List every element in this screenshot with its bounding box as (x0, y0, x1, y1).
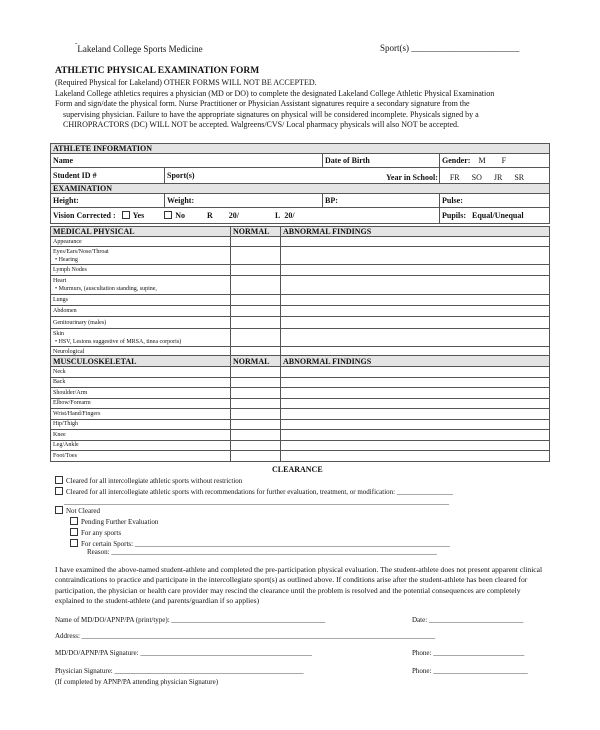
date-field[interactable]: Date: ___________________________ (412, 616, 524, 624)
abnormal-cell[interactable] (281, 329, 550, 347)
abnormal-heading: ABNORMAL FINDINGS (281, 227, 550, 237)
dob-field[interactable] (323, 154, 440, 168)
normal-heading: NORMAL (231, 227, 281, 237)
abnormal-cell[interactable] (281, 265, 550, 276)
height-field[interactable] (51, 194, 165, 208)
msk-row: Hip/Thigh (51, 419, 231, 430)
pulse-field[interactable] (440, 194, 550, 208)
pulse-label: Pulse: (442, 196, 463, 205)
msk-row: Foot/Toes (51, 451, 231, 462)
abnormal-cell[interactable] (281, 317, 550, 329)
clearance-title: CLEARANCE (272, 465, 323, 474)
dob-label: Date of Birth (325, 156, 370, 165)
gender-label: Gender: (442, 156, 471, 165)
abnormal-cell[interactable] (281, 398, 550, 409)
abnormal-cell[interactable] (281, 295, 550, 306)
yes-label: Yes (132, 211, 145, 220)
msk-row: Back (51, 377, 231, 388)
sports-label: Sport(s) (167, 171, 195, 180)
athlete-info-heading: ATHLETE INFORMATION (51, 144, 550, 154)
abnormal-cell[interactable] (281, 276, 550, 295)
musculoskeletal-table (50, 355, 550, 462)
year-so[interactable]: SO (471, 173, 482, 182)
pending-option[interactable] (70, 517, 158, 526)
year-sr[interactable]: SR (514, 173, 525, 182)
pupils-label: Pupils: (442, 211, 467, 220)
recommendation-line[interactable]: ______________________________________________________________________________________________________________ (64, 498, 449, 506)
msk-row: Elbow/Forearm (51, 398, 231, 409)
medical-row (51, 265, 231, 276)
option-label: Not Cleared (66, 507, 101, 515)
left-eye-value[interactable]: 20/ (284, 211, 295, 220)
option-label: For any sports (81, 529, 122, 537)
intro-line: Form and sign/date the physical form. Nurse Practitioner or Physician Assistant signatures require a secondary signature from the (55, 99, 470, 108)
row-label: Genitourinary (males) (53, 319, 107, 326)
year-in-school (386, 173, 524, 182)
certain-sports-option[interactable] (70, 539, 450, 548)
address-field[interactable]: Address: _____________________________________________________________________________________________________ (55, 632, 436, 640)
normal-cell[interactable] (231, 419, 281, 430)
normal-cell[interactable] (231, 329, 281, 347)
normal-cell[interactable] (231, 237, 281, 247)
medical-row (51, 306, 231, 317)
medical-heading: MEDICAL PHYSICAL (51, 227, 231, 237)
abnormal-cell[interactable] (281, 419, 550, 430)
left-eye-label: L (275, 211, 281, 220)
medical-row (51, 317, 231, 329)
checkbox[interactable] (55, 506, 63, 514)
name-of-provider-field[interactable]: Name of MD/DO/APNP/PA (print/type): ____________________________________________ (55, 616, 326, 624)
row-sublabel: • Hearing (55, 256, 78, 263)
abnormal-cell[interactable] (281, 367, 550, 378)
row-label: Heart (53, 278, 67, 284)
msk-row: Neck (51, 367, 231, 378)
student-id-field[interactable] (51, 168, 165, 184)
checkbox[interactable] (70, 517, 78, 525)
signature-note: (If completed by APNP/PA attending physician Signature) (55, 678, 219, 686)
phone-field-2[interactable]: Phone: ___________________________ (412, 667, 528, 675)
org-name: ˜Lakeland College Sports Medicine (75, 42, 203, 54)
any-sports-option[interactable] (70, 528, 121, 537)
intro-line: Lakeland College athletics requires a physician (MD or DO) to complete the designated Lakeland College Athletic Physical Examination (55, 88, 495, 98)
pupils-field[interactable] (440, 208, 550, 224)
intro-line: supervising physician. Failure to have the appropriate signatures on physical will be considered incomplete. Physicals signed by a (63, 109, 479, 119)
year-label: Year in School: (386, 173, 438, 182)
provider-signature-field[interactable]: MD/DO/APNP/PA Signature: _________________________________________________ (55, 649, 312, 657)
athlete-info-table (50, 143, 550, 224)
normal-cell[interactable] (231, 430, 281, 441)
normal-cell[interactable] (231, 451, 281, 462)
msk-row: Knee (51, 430, 231, 441)
abnormal-cell[interactable] (281, 388, 550, 399)
normal-cell[interactable] (231, 265, 281, 276)
name-field[interactable] (51, 154, 323, 168)
normal-cell[interactable] (231, 377, 281, 388)
intro-line: (Required Physical for Lakeland) OTHER FORMS WILL NOT BE ACCEPTED. (55, 78, 317, 87)
msk-heading: MUSCULOSKELETAL (51, 356, 231, 367)
normal-cell[interactable] (231, 306, 281, 317)
right-eye-value[interactable]: 20/ (228, 211, 240, 220)
gender-field[interactable] (440, 154, 550, 168)
bp-label: BP: (325, 196, 338, 205)
sport-field[interactable]: Sport(s) ________________________ (380, 43, 520, 53)
gender-f[interactable]: F (501, 156, 507, 165)
no-checkbox[interactable] (164, 211, 172, 219)
normal-cell[interactable] (231, 398, 281, 409)
row-label: Abdomen (53, 308, 77, 314)
row-label: Neurological (53, 348, 85, 355)
clearance-option-3[interactable] (55, 506, 100, 515)
row-label: Appearance (53, 238, 82, 245)
abnormal-cell[interactable] (281, 237, 550, 247)
abnormal-cell[interactable] (281, 409, 550, 420)
phone-field[interactable]: Phone: __________________________ (412, 649, 525, 657)
msk-row: Shoulder/Arm (51, 388, 231, 399)
normal-cell[interactable] (231, 295, 281, 306)
medical-row (51, 237, 231, 247)
abnormal-cell[interactable] (281, 247, 550, 265)
weight-label: Weight: (167, 196, 195, 205)
row-sublabel: • Murmurs, (auscultation standing, supine, (55, 286, 157, 292)
student-id-label: Student ID # (53, 171, 97, 180)
abnormal-cell[interactable] (281, 430, 550, 441)
year-jr[interactable]: JR (493, 173, 503, 182)
normal-cell[interactable] (231, 247, 281, 265)
abnormal-cell[interactable] (281, 377, 550, 388)
form-title: ATHLETIC PHYSICAL EXAMINATION FORM (55, 66, 260, 76)
checkbox[interactable] (70, 528, 78, 536)
normal-cell[interactable] (231, 440, 281, 451)
gender-m[interactable]: M (478, 156, 486, 165)
medical-row (51, 329, 231, 347)
row-label: Lungs (53, 297, 68, 303)
row-label: Eyes/Ears/Nose/Throat (53, 248, 109, 255)
checkbox[interactable] (55, 487, 63, 495)
row-sublabel: • HSV, Lesions suggestive of MRSA, tinea corporis) (55, 338, 182, 345)
abnormal-heading: ABNORMAL FINDINGS (281, 356, 550, 367)
option-label: Cleared for all intercollegiate athletic sports with recommendations for further evaluation, treatment, or modification: ________________ (66, 488, 453, 496)
row-label: Skin (53, 330, 65, 337)
exam-heading: EXAMINATION (51, 184, 550, 194)
abnormal-cell[interactable] (281, 451, 550, 462)
medical-row (51, 247, 231, 265)
name-label: Name (53, 156, 73, 165)
weight-field[interactable] (165, 194, 323, 208)
normal-cell[interactable] (231, 409, 281, 420)
msk-row: Leg/Ankle (51, 440, 231, 451)
medical-row (51, 276, 231, 295)
normal-cell[interactable] (231, 276, 281, 295)
reason-field[interactable]: Reason: _____________________________________________________________________________________________ (87, 548, 437, 556)
option-label: For certain Sports: __________________________________________________________________________________________ (81, 540, 450, 548)
attestation-text: I have examined the above-named student-athlete and completed the pre-participation physical evaluation. The student-athlete does not present apparent clinical contraindications to practice and participate in the intercollegiate sport(s) as outlined above. If conditions arise after the student-athlete has been cleared for participation, the physician or health care provider may rescind the clearance until the problem is resolved and the potential consequences are completely explained to the student-athlete (and parents/guardian if so applies) (55, 565, 543, 605)
intro-line: CHIROPRACTORS (DC) WILL NOT be accepted. Walgreens/CVS/ Local pharmacy physicals will also NOT be accepted. (63, 120, 460, 129)
abnormal-cell[interactable] (281, 306, 550, 317)
vision-field[interactable] (51, 208, 440, 224)
option-label: Cleared for all intercollegiate athletic sports without restriction (66, 477, 243, 485)
medical-row (51, 295, 231, 306)
abnormal-cell[interactable] (281, 440, 550, 451)
normal-cell[interactable] (231, 317, 281, 329)
bp-field[interactable] (323, 194, 440, 208)
msk-row: Wrist/Hand/Fingers (51, 409, 231, 420)
physician-signature-field[interactable]: Physician Signature: ______________________________________________________ (55, 667, 304, 675)
option-label: Pending Further Evaluation (81, 518, 159, 526)
checkbox[interactable] (70, 539, 78, 547)
normal-heading: NORMAL (231, 356, 281, 367)
right-eye-label: R (207, 211, 213, 220)
pupils-value: Equal/Unequal (472, 211, 524, 220)
normal-cell[interactable] (231, 388, 281, 399)
year-fr[interactable]: FR (449, 173, 460, 182)
no-label: No (175, 211, 185, 220)
medical-physical-table (50, 226, 550, 357)
clearance-option-2[interactable] (55, 487, 453, 496)
clearance-option-1[interactable] (55, 476, 242, 485)
normal-cell[interactable] (231, 367, 281, 378)
yes-checkbox[interactable] (122, 211, 130, 219)
checkbox[interactable] (55, 476, 63, 484)
row-label: Lymph Nodes (53, 267, 87, 273)
height-label: Height: (53, 196, 79, 205)
vision-label: Vision Corrected : (53, 211, 116, 220)
intro-text (55, 78, 525, 131)
